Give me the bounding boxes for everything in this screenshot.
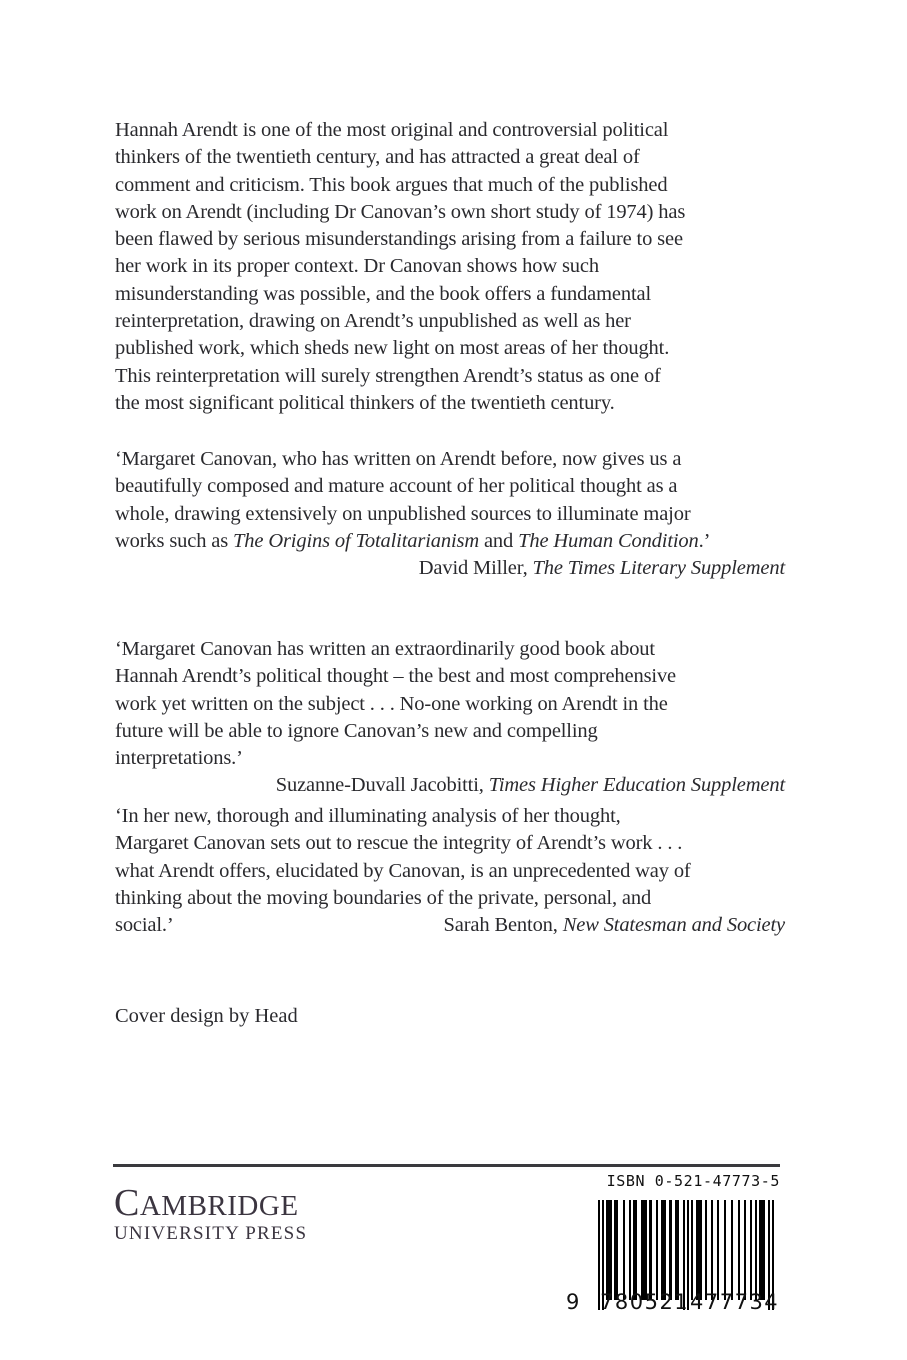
description-line: the most significant political thinkers of the twentieth century. — [115, 391, 615, 414]
review-line: works such as The Origins of Totalitarianism and The Human Condition.’ — [115, 529, 711, 552]
cover-design-credit: Cover design by Head — [115, 1005, 298, 1027]
description-line: her work in its proper context. Dr Canovan shows how such — [115, 255, 599, 278]
review-line: whole, drawing extensively on unpublished sources to illuminate major — [115, 502, 691, 525]
description-line: This reinterpretation will surely strengthen Arendt’s status as one of — [115, 364, 661, 387]
review-line: ‘Margaret Canovan, who has written on Arendt before, now gives us a — [115, 448, 682, 470]
review-line: ‘Margaret Canovan has written an extraordinarily good book about — [115, 638, 655, 660]
book-title-human-condition: The Human Condition — [518, 529, 699, 552]
publication-name: Times Higher Education Supplement — [488, 774, 785, 797]
publisher-logo — [114, 1182, 308, 1245]
isbn-label: ISBN 0-521-47773-5 — [606, 1172, 780, 1190]
review-quote-3 — [115, 803, 785, 939]
review-last-line — [115, 912, 785, 939]
review-line: social.’ — [115, 914, 174, 937]
review-attribution — [444, 912, 785, 939]
review-attribution — [115, 772, 785, 799]
review-line: future will be able to ignore Canovan’s new and compelling — [115, 719, 598, 742]
publication-name: The Times Literary Supplement — [532, 557, 785, 580]
book-title-origins: The Origins of Totalitarianism — [233, 529, 479, 552]
review-attribution — [115, 555, 785, 582]
review-quote-1 — [115, 446, 785, 582]
reviewer-name: David Miller, — [418, 557, 533, 580]
reviewer-name: Suzanne-Duvall Jacobitti, — [275, 774, 489, 797]
publisher-subtitle: UNIVERSITY PRESS — [114, 1223, 308, 1244]
description-line: comment and criticism. This book argues that much of the published — [115, 173, 668, 196]
description-line: thinkers of the twentieth century, and has attracted a great deal of — [115, 146, 640, 169]
review-line: interpretations.’ — [115, 747, 243, 770]
review-line: what Arendt offers, elucidated by Canovan, is an unprecedented way of — [115, 859, 691, 882]
description-line: work on Arendt (including Dr Canovan’s own short study of 1974) has — [115, 200, 686, 223]
book-description — [115, 117, 785, 417]
divider-rule — [113, 1164, 780, 1167]
review-line: thinking about the moving boundaries of the private, personal, and — [115, 886, 652, 909]
description-line: Hannah Arendt is one of the most original and controversial political — [115, 119, 669, 141]
description-line: reinterpretation, drawing on Arendt’s unpublished as well as her — [115, 310, 631, 333]
isbn-barcode-block: ISBN 0-521-47773-5 9 780521 477734 — [566, 1172, 780, 1314]
publication-name: New Statesman and Society — [562, 914, 785, 937]
review-line: Margaret Canovan sets out to rescue the integrity of Arendt’s work . . . — [115, 832, 683, 855]
description-line: been flawed by serious misunderstandings arising from a failure to see — [115, 228, 683, 251]
review-line: work yet written on the subject . . . No-one working on Arendt in the — [115, 692, 668, 715]
review-line: beautifully composed and mature account of her political thought as a — [115, 475, 678, 498]
review-line: ‘In her new, thorough and illuminating analysis of her thought, — [115, 805, 621, 827]
description-line: published work, which sheds new light on most areas of her thought. — [115, 337, 670, 360]
review-line: Hannah Arendt’s political thought – the best and most comprehensive — [115, 665, 676, 688]
publisher-name: CAMBRIDGE — [114, 1182, 299, 1224]
reviewer-name: Sarah Benton, — [443, 914, 563, 937]
description-line: misunderstanding was possible, and the book offers a fundamental — [115, 282, 652, 305]
review-quote-2 — [115, 636, 785, 800]
